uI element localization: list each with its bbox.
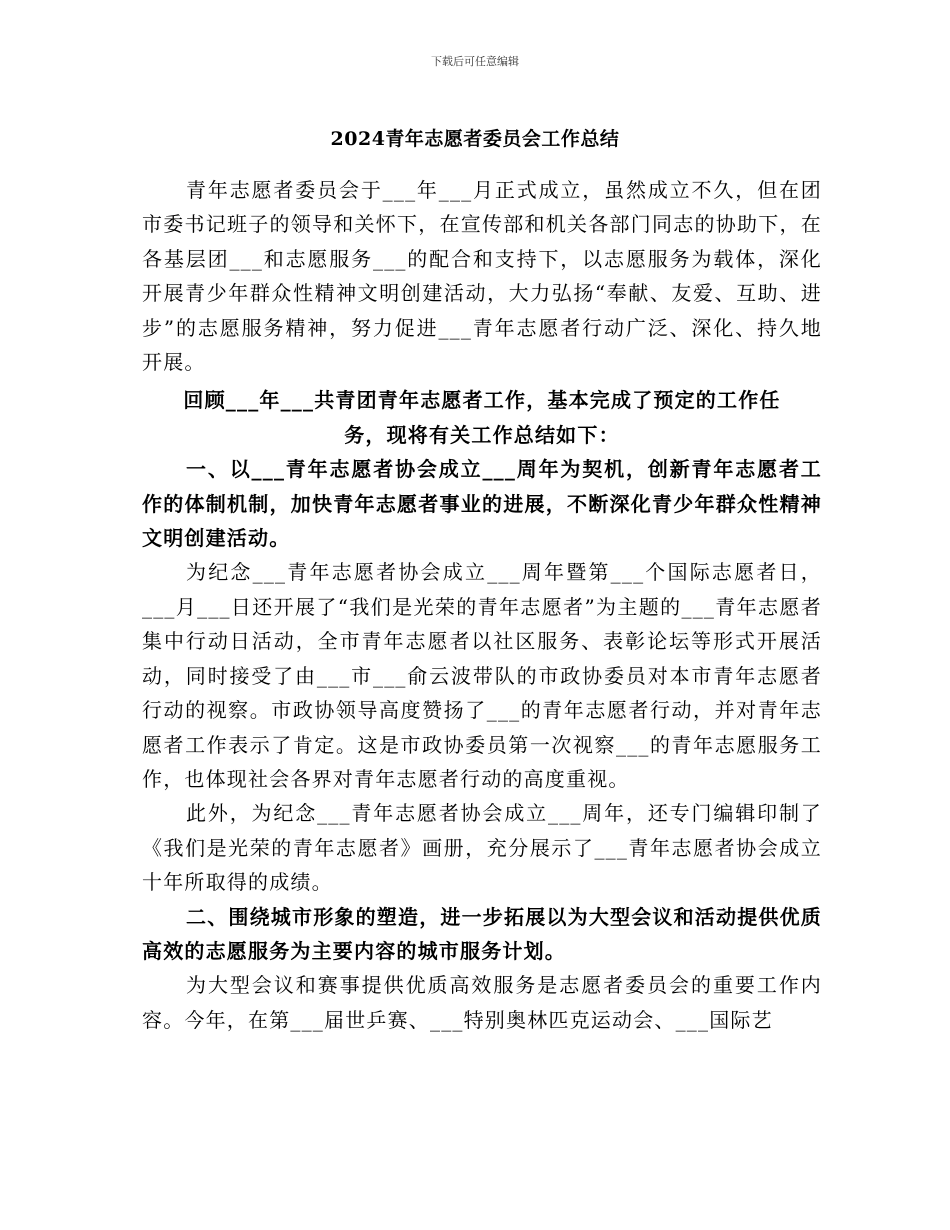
section-heading-1: 一、以___青年志愿者协会成立___周年为契机，创新青年志愿者工作的体制机制，加快青年志愿者事业的进展，不断深化青少年群众性精神文明创建活动。 (142, 457, 822, 551)
page-header: 下载后可任意编辑 (431, 55, 519, 68)
paragraph-album: 此外，为纪念___青年志愿者协会成立___周年，还专门编辑印制了《我们是光荣的青年志愿者》画册，充分展示了___青年志愿者协会成立十年所取得的成绩。 (142, 801, 822, 895)
section-heading-2: 二、围绕城市形象的塑造，进一步拓展以为大型会议和活动提供优质高效的志愿服务为主要内容的城市服务计划。 (142, 904, 822, 963)
paragraph-services: 为大型会议和赛事提供优质高效服务是志愿者委员会的重要工作内容。今年，在第___届世乒赛、___特别奥林匹克运动会、___国际艺 (142, 973, 822, 1032)
paragraph-review-heading: 回顾___年___共青团青年志愿者工作，基本完成了预定的工作任务，现将有关工作总结如下： (183, 388, 781, 447)
document-title: 2024青年志愿者委员会工作总结 (330, 128, 620, 150)
document-body (142, 173, 822, 1037)
paragraph-commemoration: 为纪念___青年志愿者协会成立___周年暨第___个国际志愿者日，___月___日还开展了“我们是光荣的青年志愿者”为主题的___青年志愿者集中行动日活动，全市青年志愿者以社区服务、表彰论坛等形式开展活动，同时接受了由___市___俞云波带队的市政协委员对本市青年志愿者行动的视察。市政协领导高度赞扬了___的青年志愿者行动，并对青年志愿者工作表示了肯定。这是市政协委员第一次视察___的青年志愿服务工作，也体现社会各界对青年志愿者行动的高度重视。 (142, 560, 822, 791)
paragraph-intro: 青年志愿者委员会于___年___月正式成立，虽然成立不久，但在团市委书记班子的领导和关怀下，在宣传部和机关各部门同志的协助下，在各基层团___和志愿服务___的配合和支持下，以志愿服务为载体，深化开展青少年群众性精神文明创建活动，大力弘扬“奉献、友爱、互助、进步”的志愿服务精神，努力促进___青年志愿者行动广泛、深化、持久地开展。 (142, 178, 822, 375)
